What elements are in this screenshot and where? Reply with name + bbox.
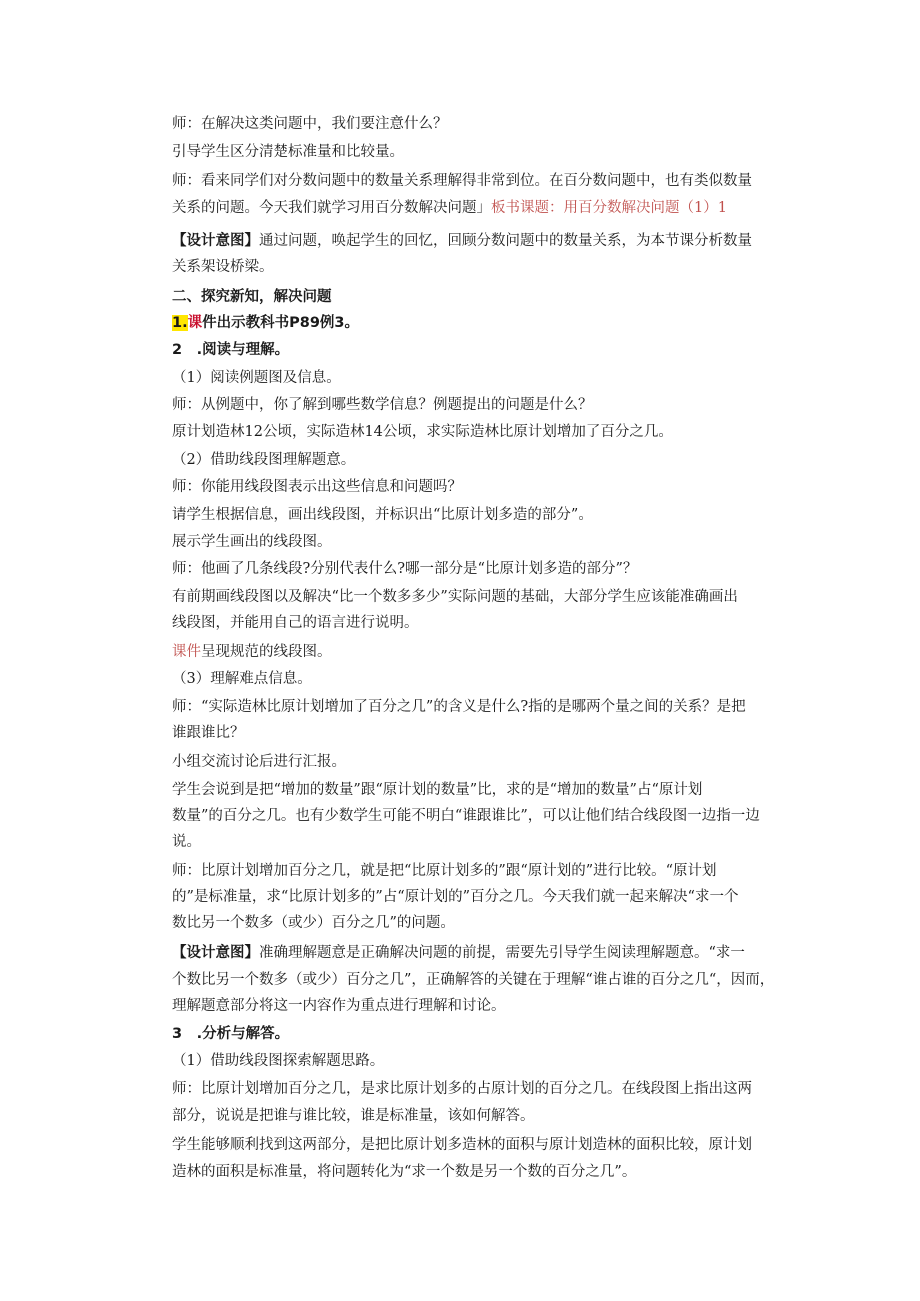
paragraph: 个数比另一个数多（或少）百分之几”，正确解答的关键在于理解“谁占谁的百分之几“，因而， [172, 972, 775, 988]
paragraph: 展示学生画出的线段图。 [172, 534, 332, 550]
text: 件出示教科书P89例3。 [202, 315, 360, 331]
step-heading [172, 313, 359, 333]
paragraph [172, 642, 332, 662]
paragraph: 数量”的百分之几。也有少数学生可能不明白“谁跟谁比”，可以让他们结合线段图一边指一边 [172, 808, 760, 824]
step-heading: 3 .分析与解答。 [172, 1026, 290, 1042]
text: 通过问题，唤起学生的回忆，回顾分数问题中的数量关系，为本节课分析数量 [259, 233, 752, 249]
text: 准确理解题意是正确解决问题的前提，需要先引导学生阅读理解题意。“求一 [259, 945, 745, 961]
paragraph: （3）理解难点信息。 [172, 671, 312, 687]
board-title: 板书课题：用百分数解决问题（1）1 [491, 200, 727, 216]
text: 关系的问题。今天我们就学习用百分数解决问题」 [172, 200, 491, 216]
paragraph: 师：看来同学们对分数问题中的数量关系理解得非常到位。在百分数问题中，也有类似数量 [172, 173, 752, 189]
paragraph: 小组交流讨论后进行汇报。 [172, 754, 346, 770]
paragraph: 师：他画了几条线段?分别代表什么?哪一部分是“比原计划多造的部分”？ [172, 561, 638, 577]
design-intent [172, 943, 745, 963]
paragraph: 造林的面积是标准量，将问题转化为“求一个数是另一个数的百分之几”。 [172, 1164, 637, 1180]
paragraph: 有前期画线段图以及解决“比一个数多多少”实际问题的基础，大部分学生应该能准确画出 [172, 589, 738, 605]
paragraph: （2）借助线段图理解题意。 [172, 452, 356, 468]
design-intent [172, 231, 752, 251]
paragraph: 师：在解决这类问题中，我们要注意什么？ [172, 116, 448, 132]
step-heading: 2 .阅读与理解。 [172, 342, 290, 358]
paragraph [172, 198, 727, 218]
paragraph: 部分，说说是把谁与谁比较，谁是标准量，该如何解答。 [172, 1108, 535, 1124]
courseware-label: 课 [187, 315, 203, 331]
paragraph: 关系架设桥梁。 [172, 259, 274, 275]
paragraph: 说。 [172, 834, 201, 850]
paragraph: 理解题意部分将这一内容作为重点进行理解和讨论。 [172, 998, 506, 1014]
paragraph: 师：比原计划增加百分之几，是求比原计划多的占原计划的百分之几。在线段图上指出这两 [172, 1081, 752, 1097]
design-intent-tag: 【设计意图】 [172, 945, 259, 961]
paragraph: 学生能够顺利找到这两部分，是把比原计划多造林的面积与原计划造林的面积比较，原计划 [172, 1137, 752, 1153]
section-heading: 二、探究新知，解决问题 [172, 289, 332, 305]
text: 呈现规范的线段图。 [201, 644, 332, 660]
paragraph: 师：你能用线段图表示出这些信息和问题吗？ [172, 479, 462, 495]
paragraph: 师：从例题中，你了解到哪些数学信息？例题提出的问题是什么？ [172, 397, 593, 413]
paragraph: 谁跟谁比？ [172, 725, 245, 741]
paragraph: 师：“实际造林比原计划增加了百分之几”的含义是什么?指的是哪两个量之间的关系？是把 [172, 699, 746, 715]
paragraph: 请学生根据信息，画出线段图，并标识出“比原计划多造的部分”。 [172, 507, 593, 523]
design-intent-tag: 【设计意图】 [172, 233, 259, 249]
paragraph: 师：比原计划增加百分之几，就是把“比原计划多的”跟“原计划的”进行比较。“原计划 [172, 863, 717, 879]
paragraph: （1）借助线段图探索解题思路。 [172, 1053, 385, 1069]
paragraph: （1）阅读例题图及信息。 [172, 370, 341, 386]
paragraph: 线段图，并能用自己的语言进行说明。 [172, 615, 419, 631]
courseware-label: 课件 [172, 644, 201, 660]
paragraph: 数比另一个数多（或少）百分之几”的问题。 [172, 915, 455, 931]
step-number: 1. [172, 315, 188, 331]
paragraph: 学生会说到是把“增加的数量”跟“原计划的数量”比，求的是“增加的数量”占“原计划 [172, 782, 703, 798]
paragraph: 的”是标准量，求“比原计划多的”占“原计划的”百分之几。今天我们就一起来解决“求一个 [172, 889, 739, 905]
paragraph: 引导学生区分清楚标准量和比较量。 [172, 144, 404, 160]
paragraph: 原计划造林12公顷，实际造林14公顷，求实际造林比原计划增加了百分之几。 [172, 424, 673, 440]
